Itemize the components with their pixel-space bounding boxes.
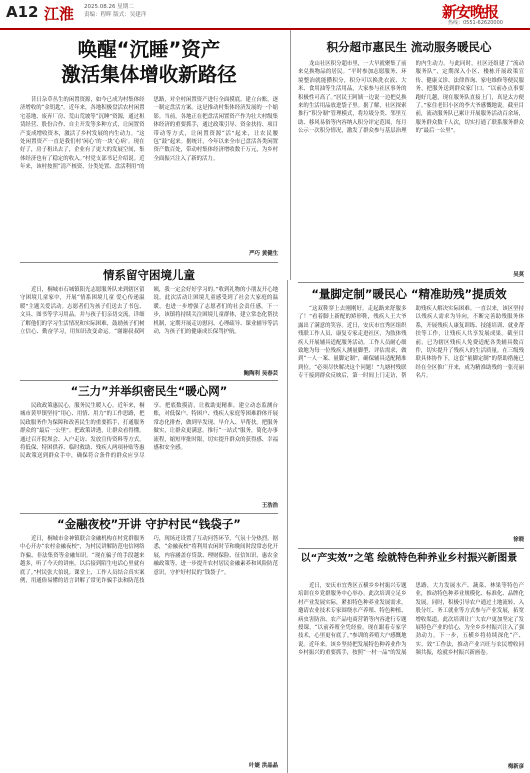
feature-title: 积分超市惠民生 流动服务暖民心 [326, 40, 492, 54]
feature-article [298, 60, 524, 280]
article-body: “这双鞋穿上去刚刚好，走起路来舒服多了！”看着脚上新配的矫形鞋，残疾人王大爷露出了满意的笑容。近日，安庆市宜秀区组织残联工作人员、康复专家走进社区，为肢体残疾人开展辅具适配服务活动。工作人员耐心细致地为每一位残疾人测量脚型、评估需求，做到“一人一案、量脚定制”，确保辅具适配精准到位。“必须尽快解决这个问题！”九塘村残联专干接到群众反映后，第一时间上门走访，帮助残疾人解决实际困难。一直以来，该区坚持以残疾人需求为导向，不断完善助残服务体系，开展残疾人康复训练、技能培训、就业帮扶等工作，让残疾人共享发展成果。截至目前，已为辖区残疾人免费适配各类辅具数百件，切实提升了残疾人的生活质量。在三级残联具体协作下，这套“量脚定制”的帮助措施已经在全区推广开来，成为精准助残的一张亮丽名片。 [298, 306, 524, 380]
column-divider [287, 280, 288, 773]
feature-byline: 吴莫 [513, 272, 524, 278]
article-body: 近日，桐城市金神镇联合金融机构在村党群服务中心开办“农村金融夜校”，为村民讲解防范电信网络诈骗、非法集资等金融知识。“现在骗子的手段越来越多，听了今天的讲座，以后接到陌生电话心里就有底了。”村民张大伯说。课堂上，工作人员结合真实案例，用通俗易懂的语言讲解了常见诈骗手法和防范技巧，现场还设置了互动问答环节，气氛十分热烈。据悉，“金融夜校”将利用农闲时节和晚间时段常态化开展，内容涵盖存贷款、理财保险、征信知识、惠农金融政策等，进一步提升农村居民金融素养和风险防范意识，守护好村民的“钱袋子”。 [20, 536, 278, 585]
section-rule [20, 380, 278, 381]
newspaper-logo: 新安晚报 [442, 3, 499, 21]
section-name: 江淮 [44, 5, 75, 23]
article [20, 535, 278, 771]
feature-body: 龙山社区积分超市里，一大早就聚集了前来兑换物品的居民。“平时参加志愿服务、环境整治就能攒积分，积分可以换洗衣液、大米、食用油等生活用品，大家参与社区事务的积极性可高了。”居民王阿姨一边说一边把兑换来的生活用品放进袋子里。据了解，社区探索推行“积分制”管理模式，将垃圾分类、邻里互助、移风易俗等内容纳入积分评定范围，每月公示一次积分情况，激发了群众参与基层治理的内生动力。与此同时，社区还组建了“流动服务队”，定期深入小区、楼栋开展政策宣传、健康义诊、法律咨询、家电维修等便民服务，把服务送到群众家门口。“以前办点事要跑好几趟，现在服务队直接上门，真是太方便了。”家住老旧小区的李大爷感慨地说。截至目前，流动服务队已累计开展服务活动百余场，服务群众数千人次，切实打通了联系服务群众的“最后一公里”。 [298, 61, 524, 135]
article [20, 286, 278, 378]
article-byline: 徐晓 [513, 537, 524, 543]
article-title: 以“产实效”之笔 绘就特色种养业乡村振兴新图景 [300, 553, 518, 564]
section-rule [20, 262, 278, 263]
section-rule [298, 282, 524, 283]
article-title: “金融夜校”开讲 守护村民“钱袋子” [57, 517, 241, 531]
section-rule [298, 548, 524, 549]
issue-date: 2025.08.26 星期二 [84, 4, 134, 10]
article-byline: 王浩浩 [261, 503, 278, 509]
article-body: 近日，桐城市石城镇阳光志愿服务队来到辖区留守困境儿童家中，开展“情系困境儿童 爱心传递温暖”主题关爱活动。志愿者们为孩子们送去了书包、文具、图书等学习用品，并与孩子们亲切交流，详细了解他们的学习生活情况和实际困难，鼓励孩子们树立信心、勤奋学习，用知识改变命运。“谢谢叔叔阿姨，我一定会好好学习的。”收到礼物的小朋友开心地说。此次活动让困境儿童感受到了社会大家庭的温暖，也进一步增强了志愿者们的社会责任感。下一步，该镇将持续关注困境儿童群体，建立常态化帮扶机制，定期开展走访慰问、心理疏导、课业辅导等活动，为孩子们的健康成长保驾护航。 [20, 287, 278, 336]
article-byline: 叶婕 洪晶晶 [249, 763, 278, 769]
article-title: “三力”并举织密民生“暖心网” [70, 384, 228, 398]
issue-editors: 责编：程晖 版式：吴建洋 [84, 12, 147, 18]
issue-meta [84, 3, 146, 19]
masthead-rule [0, 28, 530, 30]
article-byline: 鲍陶利 吴春芸 [243, 371, 278, 377]
article [298, 305, 524, 545]
lead-title-line2: 激活集体增收新路径 [61, 63, 237, 86]
article-body: 民政政策惠民心，服务民生暖人心。近年来，桐城市黄甲镇坚持“用心、用情、用力”的工作思路，把民政服务作为保障和改善民生的重要抓手，打通服务群众的“最后一公里”。把政策讲透，让群众看得懂。通过召开院坝会、入户走访、发放宣传资料等方式，将低保、特困供养、临时救助、残疾人两项补贴等惠民政策送到群众手中，确保符合条件的群众应享尽享。把底数摸清，让救助更精准。建立动态监测台账，对低保户、特困户、残疾人家庭等困难群体开展常态化排查，做到早发现、早介入、早帮扶。把服务做实，让群众更满意。推行“一站式”服务，简化办事流程，缩短审批时限，切实提升群众的获得感、幸福感和安全感。 [20, 403, 278, 460]
article-body: 近日，安庆市宜秀区五横乡乡村振兴专题培训在乡党群服务中心举办。此次培训立足乡村产业发展实际，紧扣特色种养业发展需求，邀请农业技术专家围绕水产养殖、特色种植、病虫害防治、农产品电商营销等内容进行专题授课。“以前养殖全凭经验，现在跟着专家学技术，心里更有底了。”参训的养殖大户感慨地说。近年来，该乡坚持把发展特色种养业作为乡村振兴的重要抓手，按照“一村一品”的发展思路，大力发展水产、蔬菜、林果等特色产业，推动特色种养业规模化、标准化、品牌化发展。同时，积极引导农户通过土地流转、入股分红、务工就业等方式参与产业发展，拓宽增收渠道。此次培训让广大农户更加坚定了发展特色产业的信心，为全乡乡村振兴注入了强劲动力。下一步，五横乡将持续深化“产、实、效”工作法，推动产业兴旺与农民增收同频共振，绘就乡村振兴新画卷。 [298, 583, 524, 657]
article-title: 情系留守困境儿童 [103, 268, 195, 282]
article-byline: 梅新彦 [507, 764, 524, 770]
newspaper-hotline: 热线：0551-62620000 [448, 20, 503, 26]
section-rule [20, 513, 278, 514]
column-divider [290, 30, 291, 280]
lead-title-line1: 唤醒“沉睡”资产 [77, 38, 221, 61]
article-title: “量脚定制”暖民心 “精准助残”提质效 [311, 287, 507, 301]
lead-body: 昔日杂草丛生的闲置资源，如今已成为村集体经济增收的“金钥匙”。近年来，各地积极盘活农村闲置宅基地、废弃厂房、荒山荒坡等“沉睡”资源，通过租赁经营、股份合作、自主开发等多种方式，让闲置资产变成增收资本，激活了乡村发展的内生动力。“这处闲置资产一直是我们村‘闲心’的一块‘心病’。现在好了，房子租出去了，企业有了更大的发展空间，集体经济也有了稳定的收入。”村党支部书记介绍说。近年来，该村按照“清产核资、分类处置、盘活利用”的思路，对全村闲置资产进行全面摸底，建立台账，逐一制定盘活方案。这是推动村集体经济发展的一个缩影。当前，各地正在把盘活闲置资产作为壮大村级集体经济的重要抓手，通过政策引导、资金扶持、项目带动等方式，让闲置资源“活”起来，让农民腰包“鼓”起来。据统计，今年以来全市已盘活各类闲置资产数百处，带动村集体经济增收数千万元，为乡村全面振兴注入了新的活力。 [20, 97, 278, 171]
lead-article [20, 96, 278, 258]
masthead [0, 0, 530, 28]
page-number: A12 [6, 3, 39, 21]
article [298, 582, 524, 771]
article [20, 402, 278, 510]
lead-byline: 严巧 黄健生 [249, 251, 278, 257]
